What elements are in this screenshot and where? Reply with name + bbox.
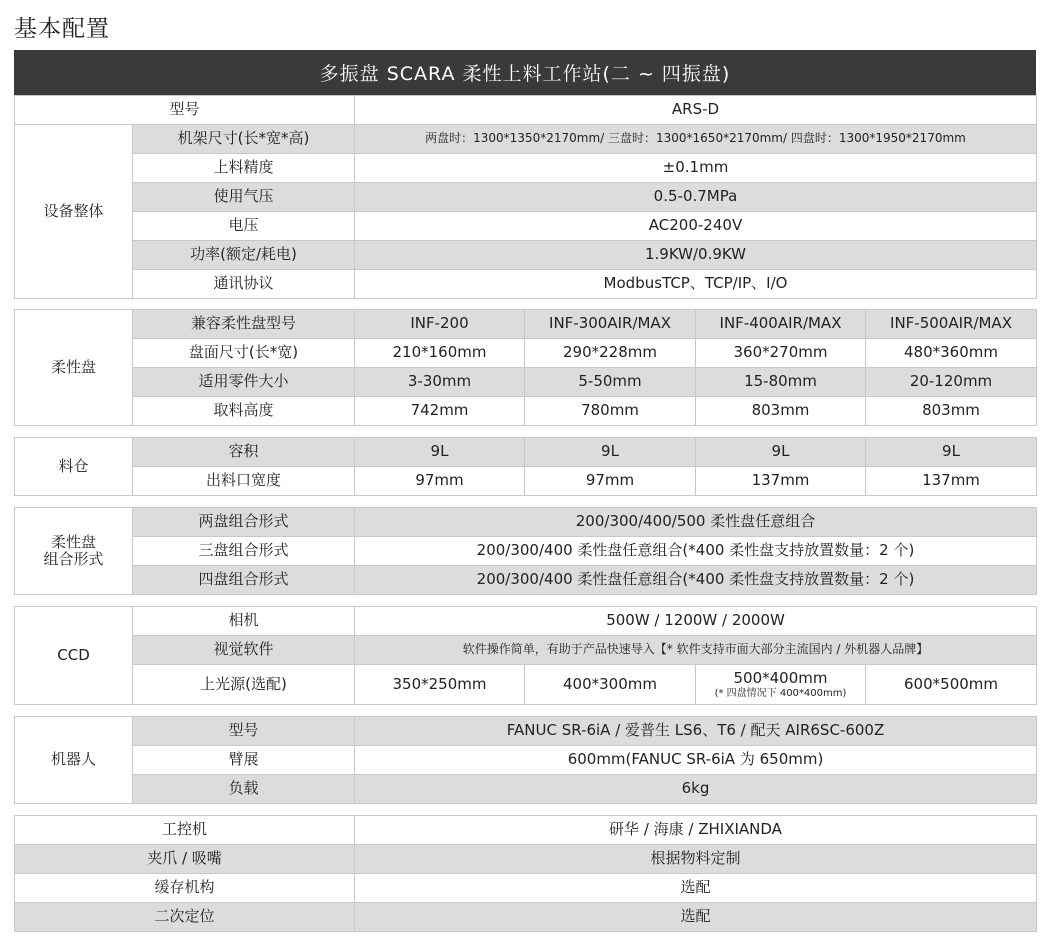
row-label: 工控机 [15, 816, 355, 845]
device-table [14, 124, 1037, 299]
cell: 97mm [525, 467, 696, 496]
row-label: 两盘组合形式 [133, 508, 355, 537]
group-label [15, 508, 133, 595]
cell: 97mm [355, 467, 525, 496]
cell: 9L [866, 438, 1037, 467]
row-value: 1.9KW/0.9KW [355, 241, 1037, 270]
table-row [15, 270, 1037, 299]
table-row [15, 96, 1037, 125]
group-label-line: 组合形式 [43, 550, 104, 568]
row-label: 容积 [133, 438, 355, 467]
row-value: 0.5-0.7MPa [355, 183, 1037, 212]
row-label: 三盘组合形式 [133, 537, 355, 566]
table-row [15, 368, 1037, 397]
group-label: 机器人 [15, 717, 133, 804]
row-label: 相机 [133, 607, 355, 636]
cell: 3-30mm [355, 368, 525, 397]
row-label: 型号 [133, 717, 355, 746]
ccd-table [14, 606, 1037, 705]
row-label: 取料高度 [133, 397, 355, 426]
row-label: 出料口宽度 [133, 467, 355, 496]
group-label: 柔性盘 [15, 310, 133, 426]
table-row [15, 438, 1037, 467]
row-label: 上光源(选配) [133, 665, 355, 705]
row-label: 四盘组合形式 [133, 566, 355, 595]
cell: 9L [355, 438, 525, 467]
cell: 360*270mm [696, 339, 866, 368]
cell: 9L [696, 438, 866, 467]
row-label: 功率(额定/耗电) [133, 241, 355, 270]
cell-main: 500*400mm [733, 668, 828, 687]
table-row [15, 508, 1037, 537]
table-row [15, 775, 1037, 804]
cell: 480*360mm [866, 339, 1037, 368]
row-value: 200/300/400/500 柔性盘任意组合 [355, 508, 1037, 537]
row-label: 缓存机构 [15, 874, 355, 903]
cell: INF-400AIR/MAX [696, 310, 866, 339]
table-row [15, 636, 1037, 665]
group-label: 料仓 [15, 438, 133, 496]
cell: INF-300AIR/MAX [525, 310, 696, 339]
table-row [15, 212, 1037, 241]
row-value: 两盘时：1300*1350*2170mm/ 三盘时：1300*1650*2170mm/ 四盘时：1300*1950*2170mm [355, 125, 1037, 154]
hopper-table [14, 437, 1037, 496]
row-value: 6kg [355, 775, 1037, 804]
table-row [15, 467, 1037, 496]
row-label: 通讯协议 [133, 270, 355, 299]
table-row [15, 397, 1037, 426]
row-label: 夹爪 / 吸嘴 [15, 845, 355, 874]
row-label: 电压 [133, 212, 355, 241]
table-row [15, 845, 1037, 874]
row-value: 选配 [355, 903, 1037, 932]
row-value: 200/300/400 柔性盘任意组合(*400 柔性盘支持放置数量：2 个) [355, 566, 1037, 595]
table-row [15, 665, 1037, 705]
cell: 803mm [866, 397, 1037, 426]
table-row [15, 241, 1037, 270]
combo-table [14, 507, 1037, 595]
row-label: 上料精度 [133, 154, 355, 183]
table-row [15, 339, 1037, 368]
row-label: 机架尺寸(长*宽*高) [133, 125, 355, 154]
group-label: 设备整体 [15, 125, 133, 299]
row-label: 视觉软件 [133, 636, 355, 665]
table-row [15, 717, 1037, 746]
row-label: 使用气压 [133, 183, 355, 212]
table-row [15, 566, 1037, 595]
row-value: 研华 / 海康 / ZHIXIANDA [355, 816, 1037, 845]
row-value: FANUC SR-6iA / 爱普生 LS6、T6 / 配天 AIR6SC-600Z [355, 717, 1037, 746]
cell: 15-80mm [696, 368, 866, 397]
cell: 210*160mm [355, 339, 525, 368]
table-row [15, 125, 1037, 154]
cell: 290*228mm [525, 339, 696, 368]
cell: 5-50mm [525, 368, 696, 397]
cell [696, 665, 866, 705]
spec-banner: 多振盘 SCARA 柔性上料工作站(二 ~ 四振盘) [14, 50, 1036, 95]
cell: INF-200 [355, 310, 525, 339]
row-value: 500W / 1200W / 2000W [355, 607, 1037, 636]
row-label: 二次定位 [15, 903, 355, 932]
model-table [14, 95, 1037, 125]
page-title: 基本配置 [14, 16, 110, 42]
table-row [15, 154, 1037, 183]
cell: 780mm [525, 397, 696, 426]
table-row [15, 816, 1037, 845]
robot-table [14, 716, 1037, 804]
group-label-line: 柔性盘 [50, 532, 96, 551]
cell: 137mm [696, 467, 866, 496]
row-value: ARS-D [355, 96, 1037, 125]
cell: 803mm [696, 397, 866, 426]
row-label: 臂展 [133, 746, 355, 775]
cell: 20-120mm [866, 368, 1037, 397]
cell: 400*300mm [525, 665, 696, 705]
cell: 137mm [866, 467, 1037, 496]
row-label: 兼容柔性盘型号 [133, 310, 355, 339]
table-row [15, 310, 1037, 339]
table-row [15, 537, 1037, 566]
cell: 742mm [355, 397, 525, 426]
cell: 350*250mm [355, 665, 525, 705]
table-row [15, 903, 1037, 932]
row-value: 600mm(FANUC SR-6iA 为 650mm) [355, 746, 1037, 775]
row-label: 负载 [133, 775, 355, 804]
group-label: CCD [15, 607, 133, 705]
row-label: 盘面尺寸(长*宽) [133, 339, 355, 368]
row-value: 根据物料定制 [355, 845, 1037, 874]
cell-note: (* 四盘情况下 400*400mm) [714, 687, 847, 699]
cell: INF-500AIR/MAX [866, 310, 1037, 339]
row-value: ±0.1mm [355, 154, 1037, 183]
cell: 600*500mm [866, 665, 1037, 705]
row-value: 选配 [355, 874, 1037, 903]
row-value: 200/300/400 柔性盘任意组合(*400 柔性盘支持放置数量：2 个) [355, 537, 1037, 566]
table-row [15, 183, 1037, 212]
row-value: AC200-240V [355, 212, 1037, 241]
misc-table [14, 815, 1037, 932]
table-row [15, 746, 1037, 775]
flex-tray-table [14, 309, 1037, 426]
table-row [15, 874, 1037, 903]
row-label: 型号 [15, 96, 355, 125]
row-value: ModbusTCP、TCP/IP、I/O [355, 270, 1037, 299]
row-label: 适用零件大小 [133, 368, 355, 397]
cell: 9L [525, 438, 696, 467]
table-row [15, 607, 1037, 636]
row-value: 软件操作简单，有助于产品快速导入【* 软件支持市面大部分主流国内 / 外机器人品牌】 [355, 636, 1037, 665]
